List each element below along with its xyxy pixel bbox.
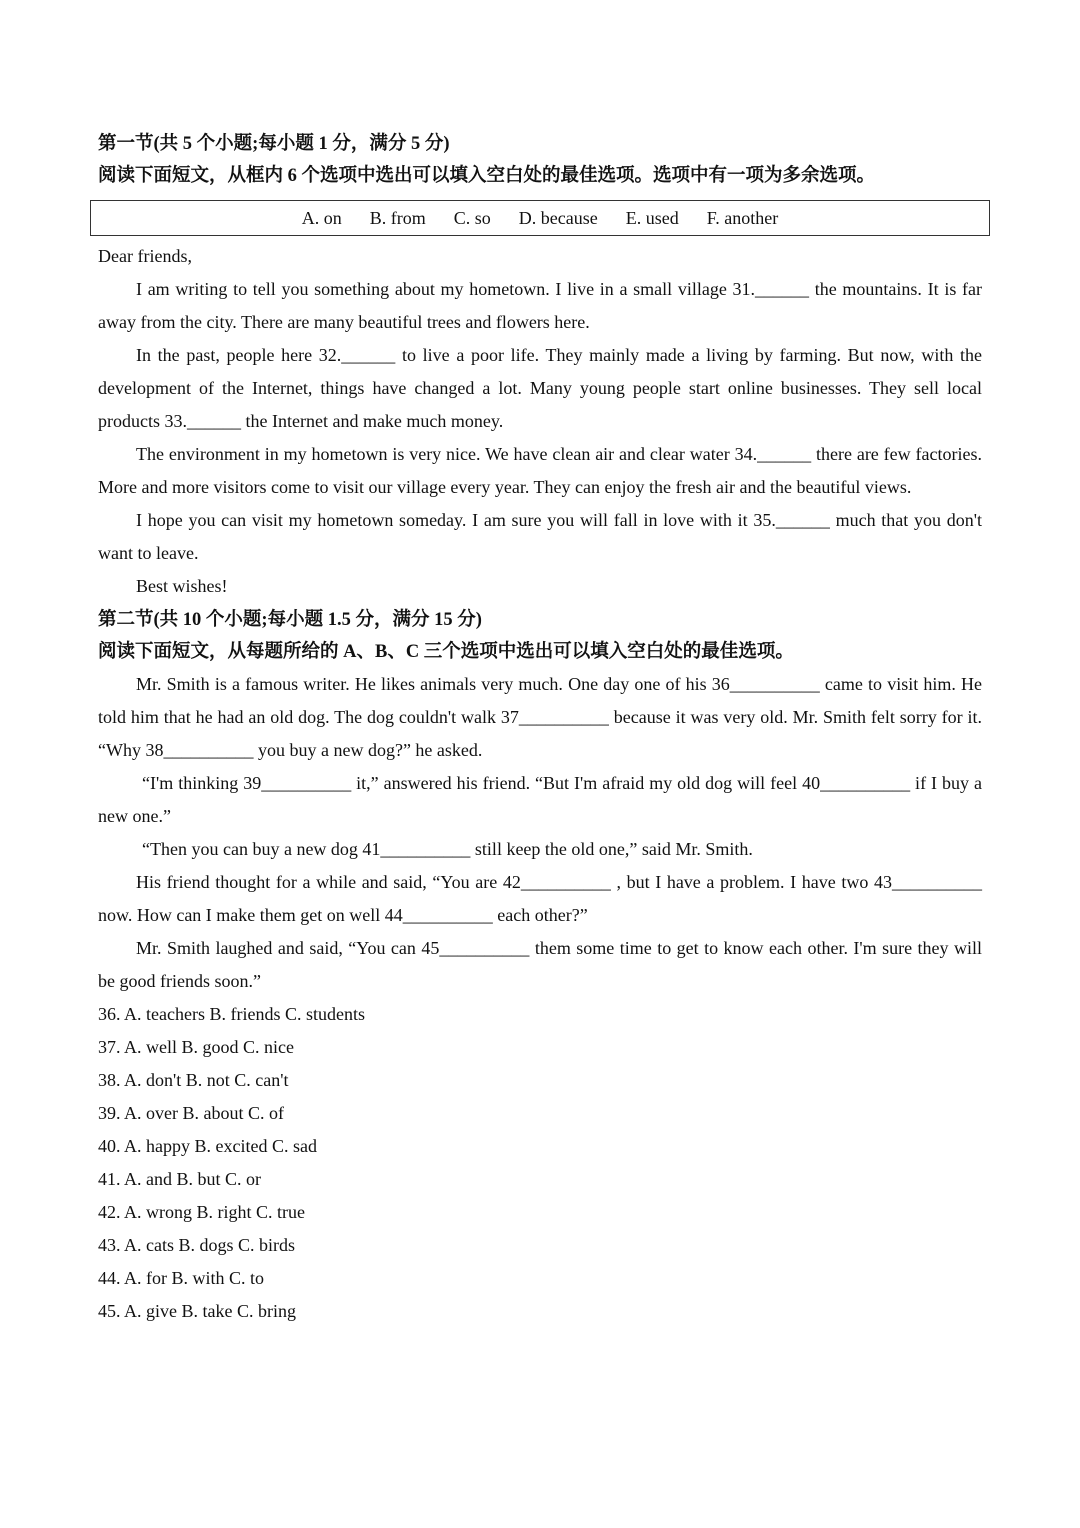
letter-greeting: Dear friends, — [98, 246, 192, 266]
choice-item: 40. A. happy B. excited C. sad — [98, 1136, 317, 1156]
section2-heading: 第二节(共 10 个小题;每小题 1.5 分，满分 15 分) — [98, 610, 482, 630]
section1-instruction: 阅读下面短文，从框内 6 个选项中选出可以填入空白处的最佳选项。选项中有一项为多余选项。 — [98, 166, 876, 186]
options-box — [90, 200, 990, 236]
option-a: A. on — [301, 207, 342, 228]
letter-closing: Best wishes! — [136, 576, 228, 596]
passage2-paragraph: His friend thought for a while and said, “You are 42__________ , but I have a problem. I have two 43__________ now. How can I make them get on well 44__________ each other?” — [98, 872, 982, 925]
passage1-paragraph: I am writing to tell you something about my hometown. I live in a small village 31.______ the mountains. It is far away from the city. There are many beautiful trees and flowers here. — [98, 279, 982, 332]
page-content — [98, 128, 982, 1328]
option-e: E. used — [625, 207, 679, 228]
choice-item: 36. A. teachers B. friends C. students — [98, 1004, 365, 1024]
passage1-paragraph: I hope you can visit my hometown someday. I am sure you will fall in love with it 35.______ much that you don't want to leave. — [98, 510, 982, 563]
option-b: B. from — [369, 207, 426, 228]
choice-item: 44. A. for B. with C. to — [98, 1268, 265, 1288]
passage2-paragraph: “Then you can buy a new dog 41__________ still keep the old one,” said Mr. Smith. — [142, 839, 753, 859]
choice-item: 43. A. cats B. dogs C. birds — [98, 1235, 296, 1255]
option-f: F. another — [706, 207, 779, 228]
passage1-paragraph: The environment in my hometown is very nice. We have clean air and clear water 34.______ there are few factories. More and more visitors come to visit our village every year. They can enjoy the fresh air and the beautiful views. — [98, 444, 982, 497]
option-c: C. so — [453, 207, 491, 228]
choice-item: 45. A. give B. take C. bring — [98, 1301, 296, 1321]
choice-item: 38. A. don't B. not C. can't — [98, 1070, 289, 1090]
section1-heading: 第一节(共 5 个小题;每小题 1 分，满分 5 分) — [98, 134, 450, 154]
choice-item: 41. A. and B. but C. or — [98, 1169, 262, 1189]
section2-instruction: 阅读下面短文，从每题所给的 A、B、C 三个选项中选出可以填入空白处的最佳选项。 — [98, 642, 794, 662]
passage1-paragraph: In the past, people here 32.______ to live a poor life. They mainly made a living by farming. But now, with the development of the Internet, things have changed a lot. Many young people start online businesses. They sell local products 33.______ the Internet and make much money. — [98, 345, 982, 431]
passage2-paragraph: Mr. Smith laughed and said, “You can 45__________ them some time to get to know each other. I'm sure they will be good friends soon.” — [98, 938, 982, 991]
choice-item: 39. A. over B. about C. of — [98, 1103, 284, 1123]
option-d: D. because — [518, 207, 598, 228]
choice-item: 42. A. wrong B. right C. true — [98, 1202, 305, 1222]
choice-item: 37. A. well B. good C. nice — [98, 1037, 294, 1057]
passage2-paragraph: “I'm thinking 39__________ it,” answered his friend. “But I'm afraid my old dog will feel 40__________ if I buy a new one.” — [98, 773, 982, 826]
passage2-paragraph: Mr. Smith is a famous writer. He likes animals very much. One day one of his 36__________ came to visit him. He told him that he had an old dog. The dog couldn't walk 37__________ because it was very old. Mr. Smith felt sorry for it. “Why 38__________ you buy a new dog?” he asked. — [98, 674, 982, 760]
